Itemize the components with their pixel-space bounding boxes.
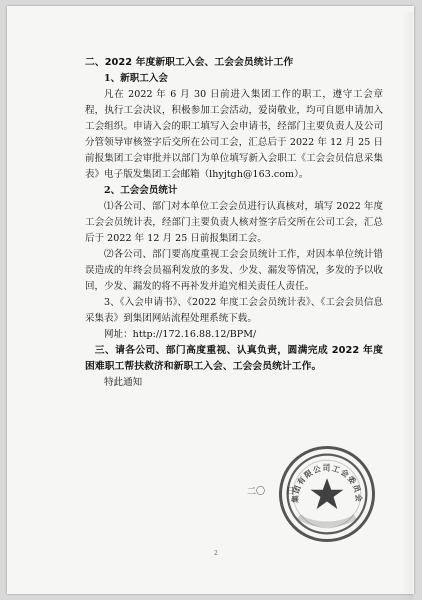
section-two-title: 二、2022 年度新职工入会、工会会员统计工作 xyxy=(85,57,294,68)
body-spacer xyxy=(85,391,383,399)
official-seal-graphic xyxy=(282,449,372,539)
closing-text: 特此通知 xyxy=(104,377,143,388)
subsection-two-title: 2、工会会员统计 xyxy=(104,185,178,196)
website-line: 网址：http://172.16.88.12/BPM/ xyxy=(104,329,257,340)
scan-shadow xyxy=(401,12,413,600)
section-three-title: 三、请各公司、部门高度重视、认真负责，圆满完成 2022 年度困难职工帮扶救济和新职工入会、工会会员统计工作。 xyxy=(85,345,383,372)
date-end: 日 xyxy=(285,487,295,497)
download-paragraph: 3、《入会申请书》、《2022 年度工会会员统计表》、《工会会员信息采集表》到集团网站流程处理系统下载。 xyxy=(85,297,383,324)
date-start: 二〇 xyxy=(247,487,266,497)
page-number: 2 xyxy=(214,550,218,557)
official-seal-stamp xyxy=(279,446,375,542)
seal-star-icon xyxy=(311,478,344,509)
subsection-one-title: 1、新职工入会 xyxy=(104,73,168,84)
new-member-paragraph: 凡在 2022 年 6 月 30 日前进入集团工作的职工，遵守工会章程，执行工会决议，积极参加工会活动，爱岗敬业，均可自愿申请加入工会组织。申请入会的职工填写入会申请书，经部门主要负责人及公司分管领导审核签字后交所在公司工会，汇总后于 2022 年 12 月 25 日前报集团工会审批并以部门为单位填写新入会职工《工会会员信息采集表》电子版发集团工会邮箱（lhyjtgh@163.com）。 xyxy=(85,89,383,180)
member-stats-paragraph-2: ⑵各公司、部门要高度重视工会会员统计工作，对因本单位统计错误造成的年终会员福利发放的多发、少发、漏发等情况，多发的予以收回，少发、漏发的将不再补发并追究相关责任人责任。 xyxy=(85,249,383,292)
member-stats-paragraph-1: ⑴各公司、部门对本单位工会会员进行认真核对，填写 2022 年度工会会员统计表，经部门主要负责人核对签字后交所在公司工会，汇总后于 2022 年 12 月 25 日前报集团工会。 xyxy=(85,201,383,244)
seal-lettering: 集团有限公司工会委员会 xyxy=(290,463,364,504)
document-body xyxy=(85,55,383,399)
document-page xyxy=(7,6,414,594)
